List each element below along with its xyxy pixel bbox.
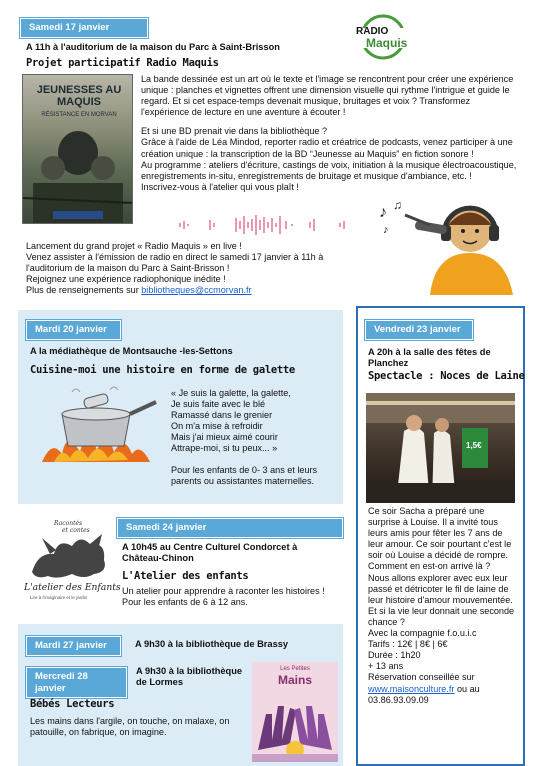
event3-company: Avec la compagnie f.o.u.i.c (368, 628, 477, 639)
svg-text:♪: ♪ (379, 204, 387, 221)
event1-launch-join: Rejoignez une expérience radiophonique inédite ! (26, 274, 226, 285)
event3-booking-mid: ou au (454, 683, 480, 694)
event3-desc-2: Nous allons explorer avec eux leur passé et détricoter le fil de laine de leur histoire d'amour mouvementée. (368, 572, 513, 605)
event1-line-inscrivez: Inscrivez-vous à l'atelier qui vous plaît ! (141, 181, 299, 192)
poem-line: Attrape-moi, si tu peux... » (171, 443, 278, 454)
event6-location-1: A 9h30 à la bibliothèque (136, 666, 243, 676)
event1-location: A 11h à l'auditorium de la maison du Parc à Saint-Brisson (26, 42, 280, 52)
event1-line-bd: Et si une BD prenait vie dans la bibliothèque ? (141, 126, 328, 137)
event1-line-lea: Grâce à l'aide de Léa Mindod, reporter radio et créatrice de podcasts, venez participer à une création unique : la transcription de la BD “Jeunesse au Maquis” en fiction sonore ! (141, 137, 513, 159)
svg-text:♪: ♪ (383, 224, 389, 236)
logo-subtitle: Lire à l'imaginaire et le jardin (30, 595, 88, 600)
event3-title: Spectacle : Noces de Laine (368, 370, 525, 382)
logo-maquis-text: Maquis (366, 36, 408, 50)
event4-desc-2: Pour les enfants de 6 à 12 ans. (122, 597, 248, 608)
logo-title: L'atelier des Enfants (24, 582, 121, 593)
event4-location (122, 542, 297, 565)
event2-location: A la médiathèque de Montsauche -les-Settons (30, 346, 233, 356)
event3-desc-3: Et si la vie leur donnait une seconde chance ? (368, 605, 515, 627)
event1-intro: La bande dessinée est un art où le texte et l'image se rencontrent pour créer une expérience unique : planches et vignettes offrent une dimension visuelle qui rythme l'intrigue et guide le regard. Et si cet espace-temps devenait musique, bruitages et voix ? Transformez l'expérience de lecture en une aventure à écouter ! (141, 74, 514, 118)
email-link[interactable]: bibliotheques@ccmorvan.fr (141, 285, 252, 296)
logo-top-text-2: et contes (62, 527, 90, 534)
book-title: Mains (277, 673, 312, 687)
photo-sign-text: 1,5€ (466, 441, 482, 450)
sound-wave-icon (140, 214, 370, 236)
poem-line: « Je suis la galette, la galette, (171, 388, 291, 398)
event3-booking-line (368, 684, 516, 695)
date-tag-mercredi-28: Mercredi 28 janvier (26, 667, 127, 698)
radio-host-illustration (375, 195, 520, 295)
event4-description (122, 586, 325, 608)
event1-title: Projet participatif Radio Maquis (26, 57, 219, 69)
event6-description: Les mains dans l'argile, on touche, on malaxe, on patouille, on fabrique, on imagine. (30, 716, 230, 738)
event3-location: A 20h à la salle des fêtes de Planchez (368, 347, 491, 369)
event6-title: Bébés Lecteurs (30, 698, 115, 710)
event1-launch (26, 241, 372, 296)
jeunesses-au-maquis-cover (22, 74, 133, 224)
event3-prices: Tarifs : 12€ | 8€ | 6€ (368, 639, 448, 650)
date-tag-vendredi-23: Vendredi 23 janvier (365, 320, 473, 340)
event2-poem (171, 388, 291, 455)
atelier-des-enfants-logo (24, 520, 121, 608)
event1-info-line (26, 285, 372, 296)
poem-line: Ramassé dans le grenier (171, 410, 273, 421)
event1-launch-title: Lancement du grand projet « Radio Maquis » en live ! (26, 241, 242, 251)
poem-line: On m'a mise à refroidir (171, 421, 263, 432)
event1-launch-details: Venez assister à l'émission de radio en direct le samedi 17 janvier à 11h à l'auditorium de la maison du Parc à Saint-Brisson ! (26, 252, 324, 274)
radio-maquis-logo (352, 14, 414, 60)
event5-location: A 9h30 à la bibliothèque de Brassy (135, 639, 289, 649)
poem-line: Mais j'ai mieux aimé courir (171, 432, 278, 443)
cover-subtitle: RÉSISTANCE EN MORVAN (41, 112, 117, 118)
event4-location-1: A 10h45 au Centre Culturel Condorcet à (122, 542, 298, 552)
event3-desc-1: Ce soir Sacha a préparé une surprise à Louise. Il a invité tous leurs amis pour fêter les 7 ans de leur amour. Ce soir pourtant c'est le soir où Louise a décidé de rompre. Comment en est-on arrivé là ? (368, 506, 512, 572)
event3-age: + 13 ans (368, 661, 404, 672)
cover-series-title: JEUNESSES AU MAQUIS (36, 84, 122, 108)
event2-audience: Pour les enfants de 0- 3 ans et leurs parents ou assistantes maternelles. (171, 465, 318, 487)
event4-title: L'Atelier des enfants (122, 570, 249, 582)
date-tag-mardi-27: Mardi 27 janvier (26, 636, 121, 656)
book-title-top: Les Petites (280, 666, 310, 672)
cooking-pot-illustration (32, 384, 160, 468)
noces-de-laine-photo (366, 393, 515, 503)
event3-booking: Réservation conseillée sur (368, 672, 475, 683)
event4-location-2: Château-Chinon (122, 553, 194, 564)
event3-description (368, 506, 516, 706)
poem-line: Je suis faite avec le blé (171, 399, 266, 410)
event6-location (136, 666, 242, 689)
event2-title: Cuisine-moi une histoire en forme de galette (30, 364, 295, 376)
date-tag-samedi-17: Samedi 17 janvier (20, 18, 148, 38)
logo-radio-text: RADIO (356, 26, 389, 37)
event1-description (141, 74, 517, 193)
event3-phone: 03.86.93.09.09 (368, 694, 429, 705)
event3-duration: Durée : 1h20 (368, 650, 421, 661)
date-tag-mardi-20: Mardi 20 janvier (26, 320, 121, 340)
les-petites-mains-cover (252, 662, 338, 762)
website-link[interactable]: www.maisonculture.fr (368, 683, 455, 694)
event6-location-2: de Lormes (136, 677, 184, 688)
event4-desc-1: Un atelier pour apprendre à raconter les histoires ! (122, 586, 325, 596)
svg-text:♫: ♫ (393, 198, 402, 212)
date-tag-samedi-24: Samedi 24 janvier (117, 518, 343, 538)
event1-line-programme: Au programme : ateliers d'écriture, castings de voix, initiation à la musique électroacoustique, enregistrements in-situ, enregistrements de bruitage et musique d'ambiance, etc. ! (141, 159, 517, 181)
logo-top-text: Racontés (54, 520, 83, 527)
event1-info-prefix: Plus de renseignements sur (26, 285, 142, 296)
